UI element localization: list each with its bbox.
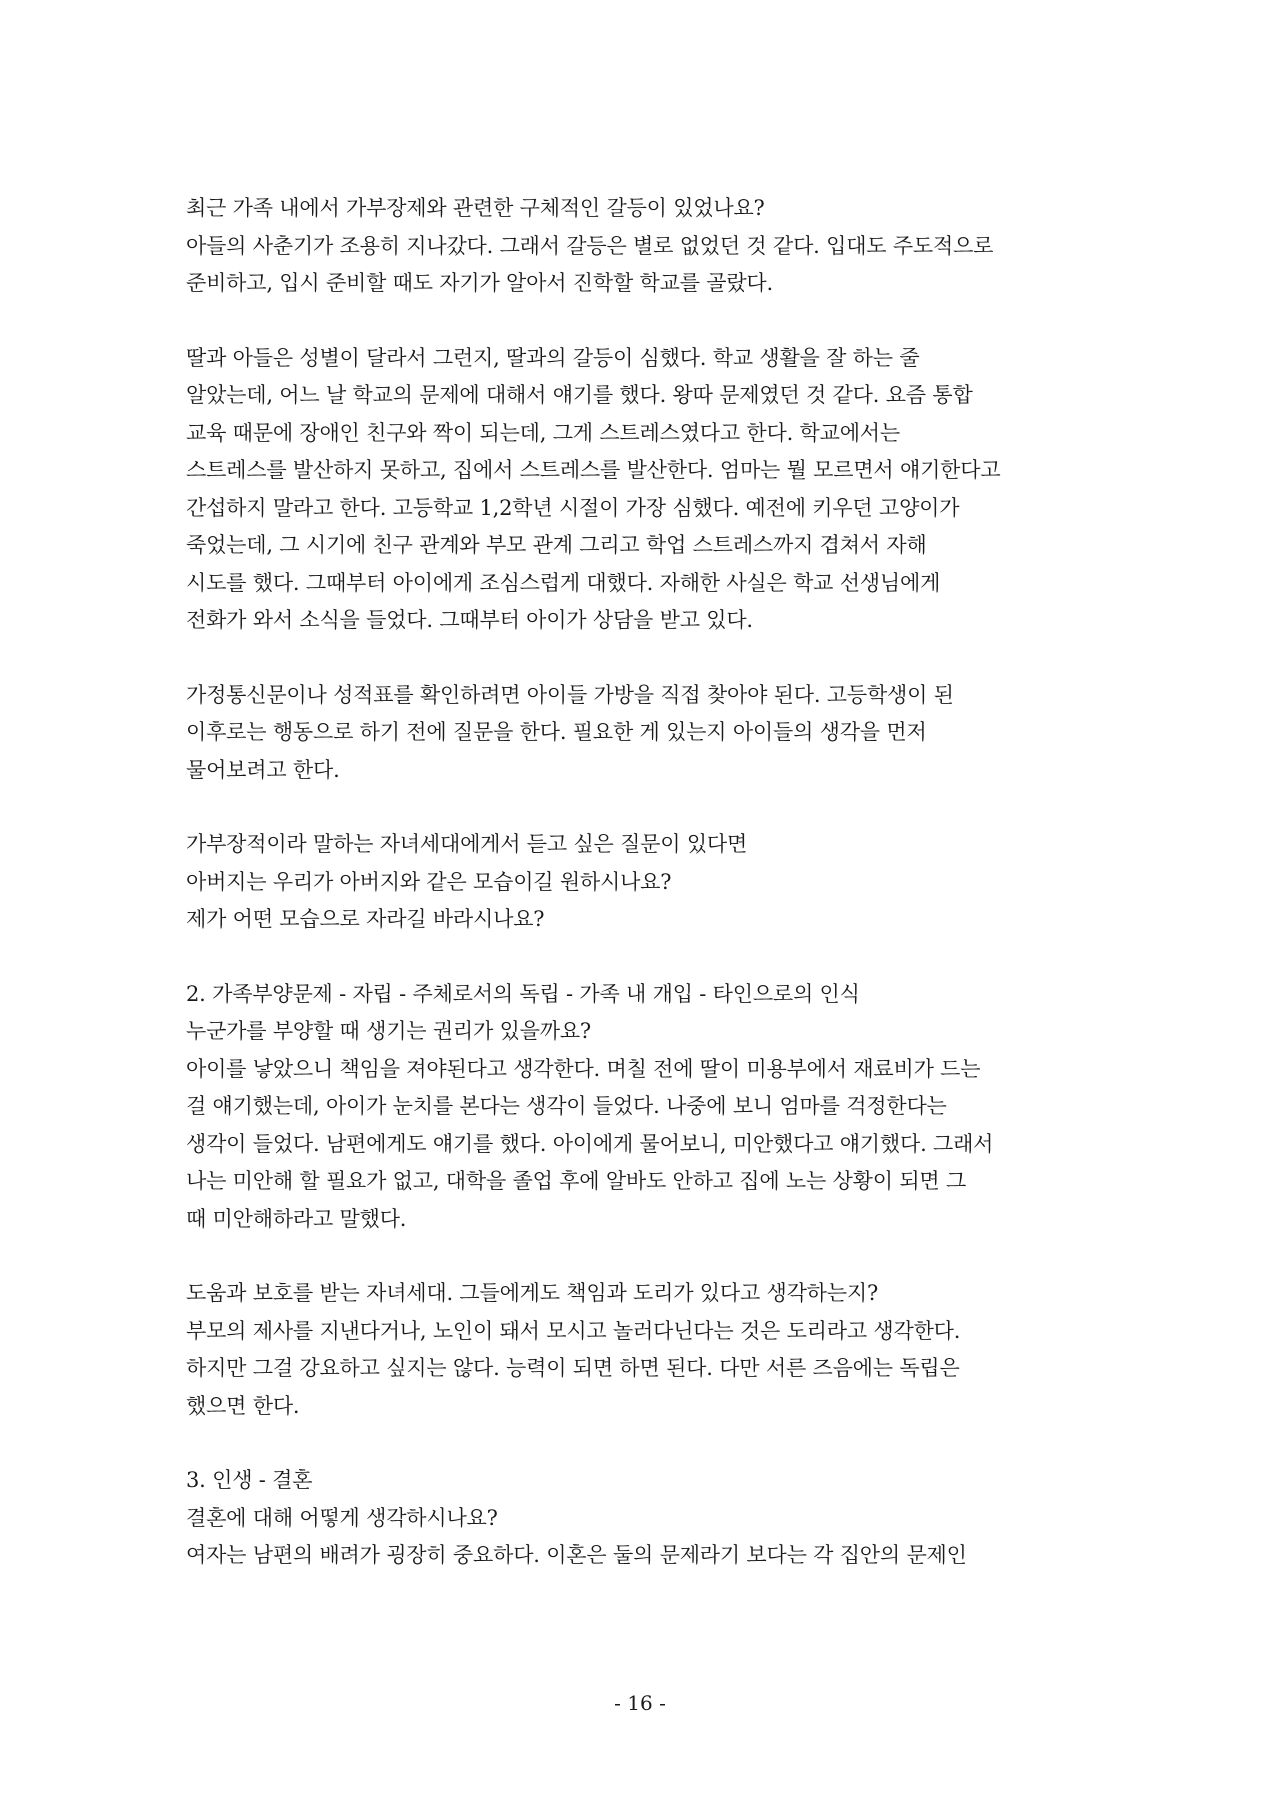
text-line: 준비하고, 입시 준비할 때도 자기가 알아서 진학할 학교를 골랐다. — [186, 271, 773, 295]
text-line: 제가 어떤 모습으로 자라길 바라시나요? — [186, 907, 545, 931]
paragraph-4 — [186, 826, 1106, 939]
text-line: 아버지는 우리가 아버지와 같은 모습이길 원하시나요? — [186, 869, 672, 894]
text-line: 딸과 아들은 성별이 달라서 그런지, 딸과의 갈등이 심했다. 학교 생활을 잘 하는 줄 — [186, 345, 920, 370]
text-line: 스트레스를 발산하지 못하고, 집에서 스트레스를 발산한다. 엄마는 뭘 모르면서 얘기한다고 — [186, 458, 1001, 482]
text-line: 생각이 들었다. 남편에게도 얘기를 했다. 아이에게 물어보니, 미안했다고 얘기했다. 그래서 — [186, 1131, 994, 1156]
text-line: 이후로는 행동으로 하기 전에 질문을 한다. 필요한 게 있는지 아이들의 생각을 먼저 — [186, 720, 927, 744]
text-line: 교육 때문에 장애인 친구와 짝이 되는데, 그게 스트레스였다고 한다. 학교에서는 — [186, 420, 900, 445]
text-line: 최근 가족 내에서 가부장제와 관련한 구체적인 갈등이 있었나요? — [186, 196, 765, 220]
paragraph-1 — [186, 190, 1106, 303]
text-line: 가부장적이라 말하는 자녀세대에게서 듣고 싶은 질문이 있다면 — [186, 832, 748, 856]
paragraph-2 — [186, 340, 1106, 640]
text-line: 부모의 제사를 지낸다거나, 노인이 돼서 모시고 놀러다닌다는 것은 도리라고 생각한다. — [186, 1318, 961, 1343]
text-line: 나는 미안해 할 필요가 없고, 대학을 졸업 후에 알바도 안하고 집에 노는 상황이 되면 그 — [186, 1169, 967, 1193]
text-line: 아이를 낳았으니 책임을 져야된다고 생각한다. 며칠 전에 딸이 미용부에서 재료비가 드는 — [186, 1056, 981, 1081]
paragraph-7 — [186, 1462, 1106, 1575]
section-heading: 2. 가족부양문제 - 자립 - 주체로서의 독립 - 가족 내 개입 - 타인으로의 인식 — [186, 981, 860, 1006]
text-line: 죽었는데, 그 시기에 친구 관계와 부모 관계 그리고 학업 스트레스까지 겹쳐서 자해 — [186, 533, 927, 557]
text-line: 하지만 그걸 강요하고 싶지는 않다. 능력이 되면 하면 된다. 다만 서른 즈음에는 독립은 — [186, 1356, 960, 1380]
paragraph-6 — [186, 1275, 1106, 1425]
document-body — [186, 190, 1106, 1612]
page-number: - 16 - — [614, 1691, 666, 1715]
text-line: 아들의 사춘기가 조용히 지나갔다. 그래서 갈등은 별로 없었던 것 같다. 입대도 주도적으로 — [186, 233, 994, 258]
text-line: 물어보려고 한다. — [186, 757, 340, 782]
text-line: 했으면 한다. — [186, 1393, 300, 1418]
section-heading: 3. 인생 - 결혼 — [186, 1468, 313, 1492]
text-line: 걸 얘기했는데, 아이가 눈치를 본다는 생각이 들었다. 나중에 보니 엄마를 걱정한다는 — [186, 1094, 947, 1118]
text-line: 결혼에 대해 어떻게 생각하시나요? — [186, 1505, 498, 1530]
text-line: 여자는 남편의 배려가 굉장히 중요하다. 이혼은 둘의 문제라기 보다는 각 집안의 문제인 — [186, 1543, 967, 1567]
text-line: 간섭하지 말라고 한다. 고등학교 1,2학년 시절이 가장 심했다. 예전에 키우던 고양이가 — [186, 495, 960, 520]
paragraph-3 — [186, 677, 1106, 790]
text-line: 도움과 보호를 받는 자녀세대. 그들에게도 책임과 도리가 있다고 생각하는지? — [186, 1281, 878, 1305]
paragraph-5 — [186, 976, 1106, 1239]
text-line: 누군가를 부양할 때 생기는 권리가 있을까요? — [186, 1019, 591, 1043]
text-line: 알았는데, 어느 날 학교의 문제에 대해서 얘기를 했다. 왕따 문제였던 것 같다. 요즘 통합 — [186, 383, 973, 407]
text-line: 가정통신문이나 성적표를 확인하려면 아이들 가방을 직접 찾아야 된다. 고등학생이 된 — [186, 682, 954, 707]
text-line: 전화가 와서 소식을 들었다. 그때부터 아이가 상담을 받고 있다. — [186, 608, 753, 632]
text-line: 시도를 했다. 그때부터 아이에게 조심스럽게 대했다. 자해한 사실은 학교 선생님에게 — [186, 570, 941, 595]
text-line: 때 미안해하라고 말했다. — [186, 1206, 407, 1231]
